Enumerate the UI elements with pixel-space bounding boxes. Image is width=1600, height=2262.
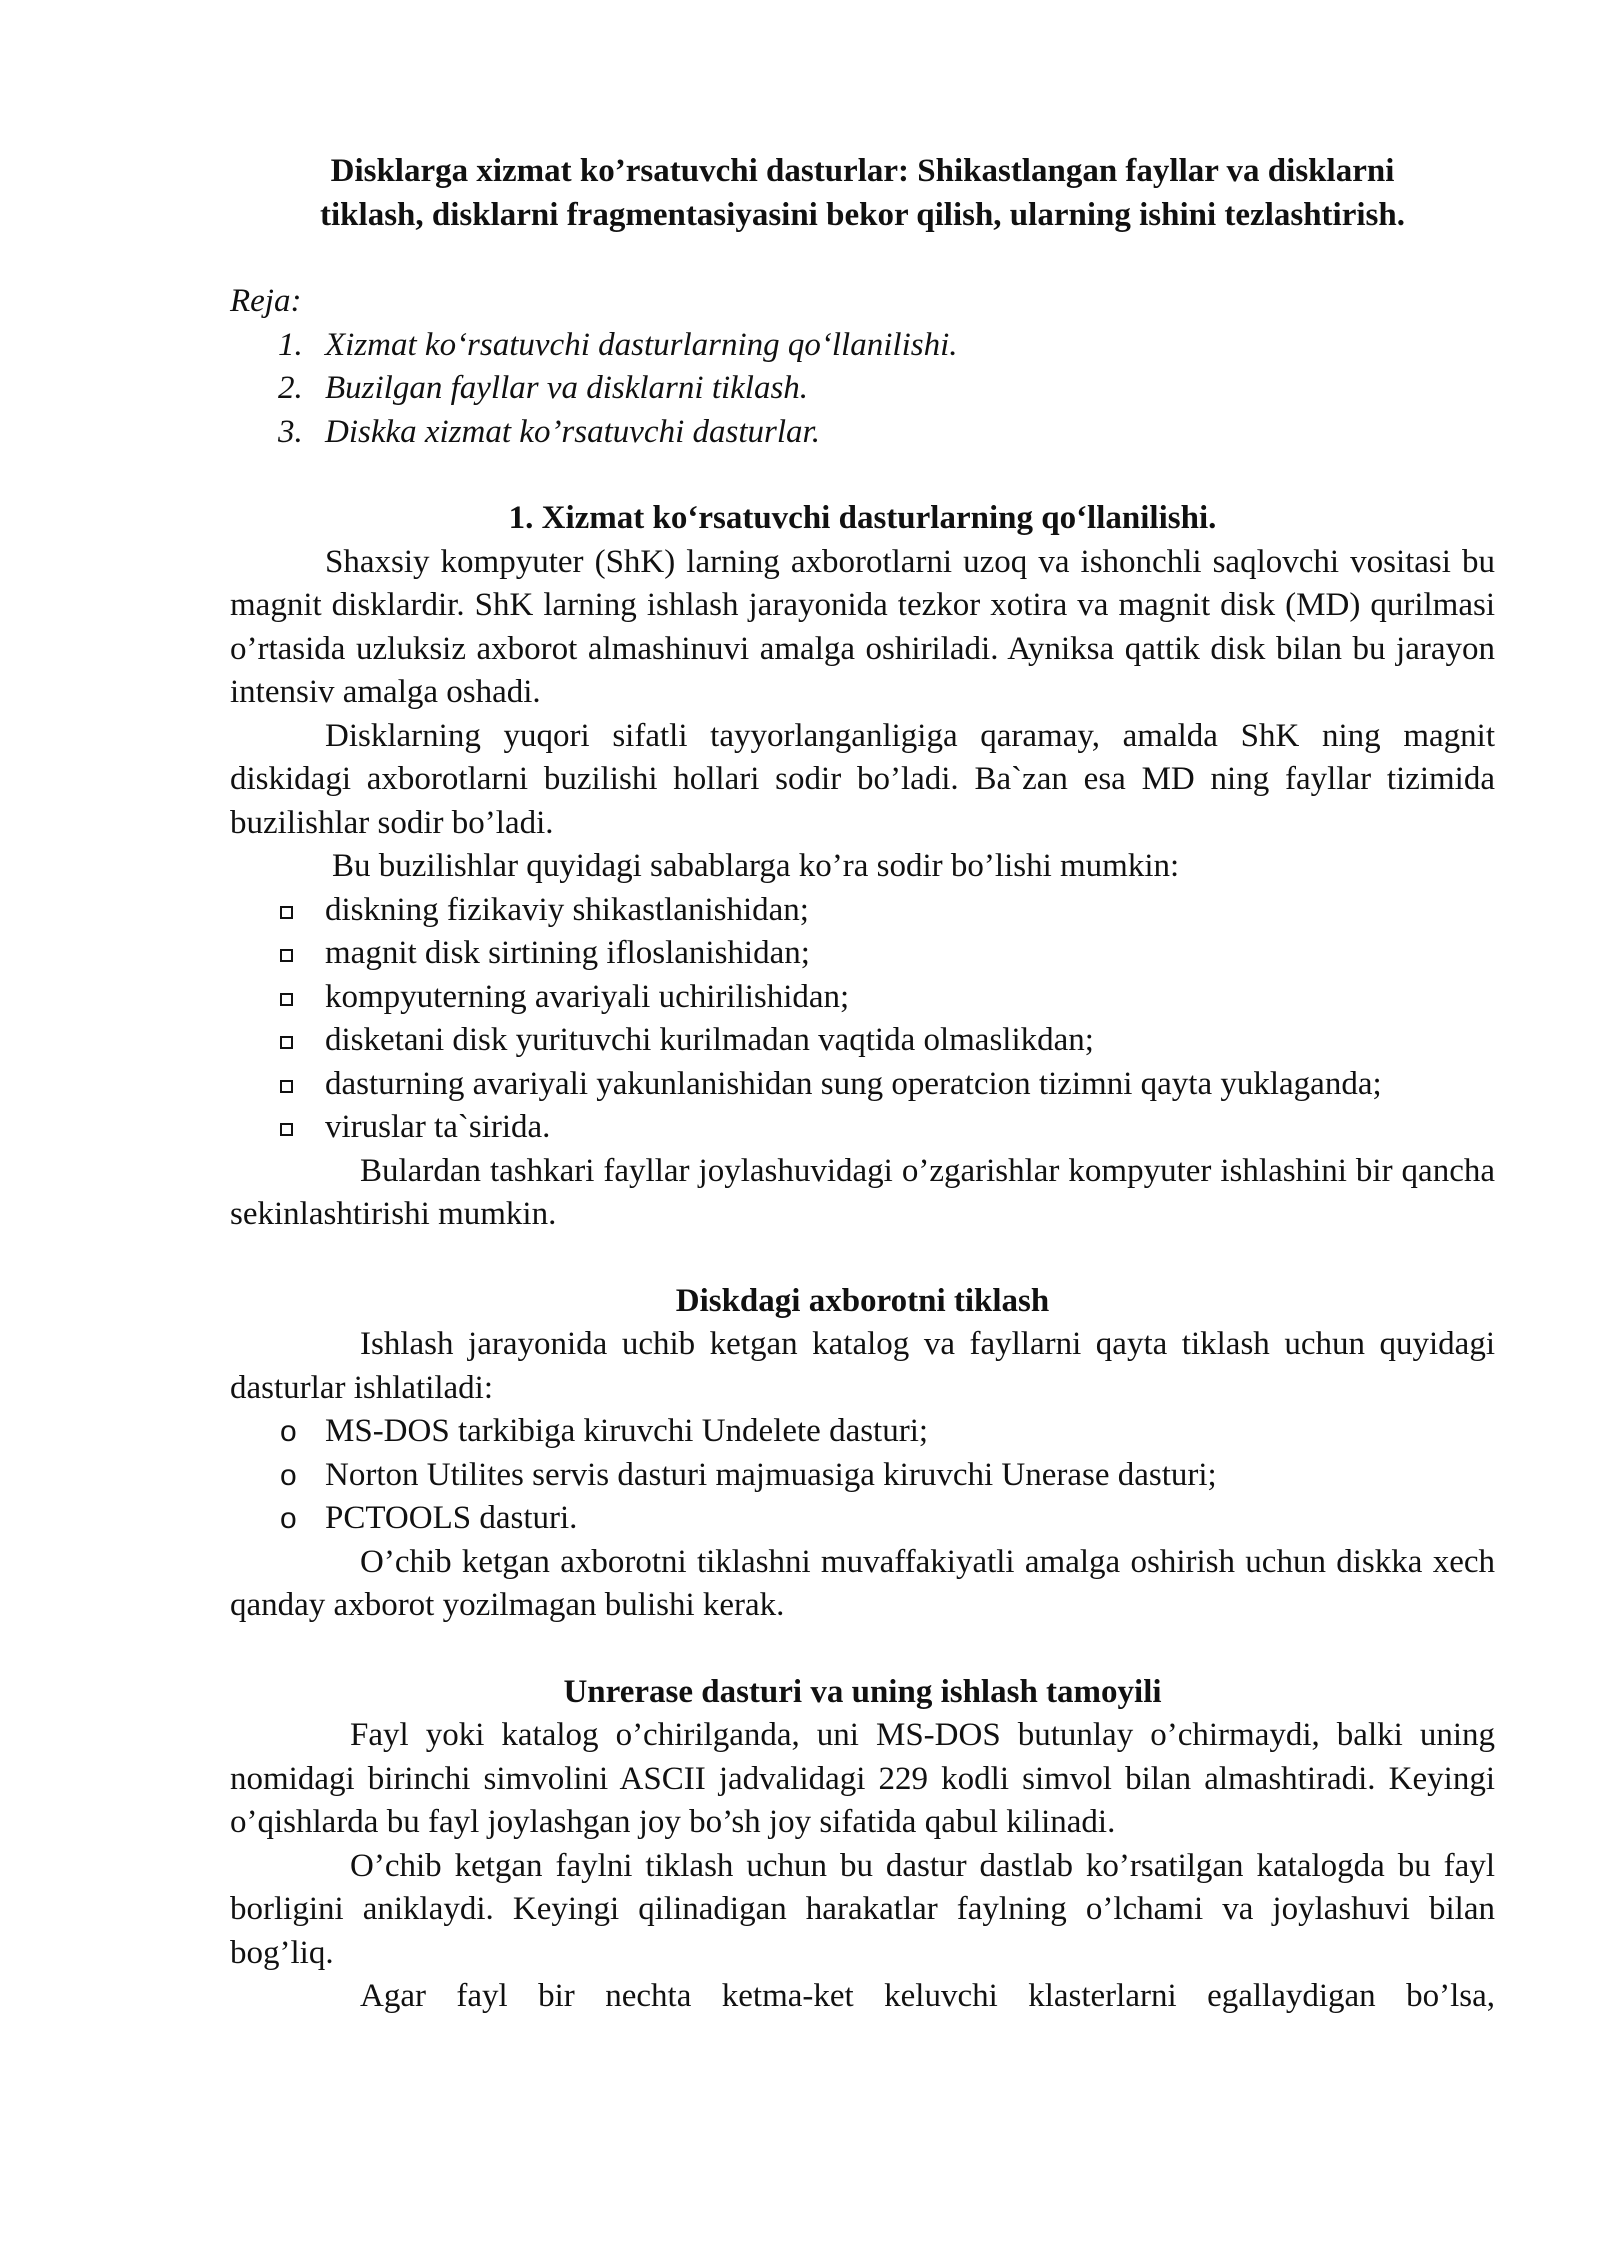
cause-text: kompyuterning avariyali uchirilishidan; (325, 978, 850, 1015)
checkbox-bullet-icon (280, 1080, 293, 1093)
circle-bullet-icon: o (280, 1502, 297, 1535)
plan-label: Reja: (230, 283, 302, 319)
cause-item (230, 1019, 1495, 1063)
program-text: MS-DOS tarkibiga kiruvchi Undelete dasturi; (325, 1413, 929, 1449)
program-item (230, 1454, 1495, 1498)
programs-list (230, 1410, 1495, 1541)
checkbox-bullet-icon (280, 1123, 293, 1136)
plan-item (230, 411, 1495, 455)
program-text: Norton Utilites servis dasturi majmuasiga kiruvchi Unerase dasturi; (325, 1456, 1217, 1493)
plan-item-number: 2. (278, 370, 303, 406)
section-2-heading: Diskdagi axborotni tiklash (675, 1282, 1050, 1319)
cause-item (230, 976, 1495, 1020)
section-1-paragraph-1: Shaxsiy kompyuter (ShK) larning axborotlarni uzoq va ishonchli saqlovchi vositasi bu magnit disklardir. ShK larning ishlash jarayonida tezkor xotira va magnit disk (MD) qurilmasi o’rtasida uzluksiz axborot almashinuvi amalga oshiriladi. Ayniksa qattik disk bilan bu jarayon intensiv amalga oshadi. (230, 543, 1495, 710)
plan-list (230, 324, 1495, 455)
circle-bullet-icon: o (280, 1415, 297, 1448)
checkbox-bullet-icon (280, 949, 293, 962)
cause-item (230, 889, 1495, 933)
cause-item (230, 1106, 1495, 1150)
checkbox-bullet-icon (280, 993, 293, 1006)
cause-text: disketani disk yurituvchi kurilmadan vaqtida olmaslikdan; (325, 1022, 1094, 1058)
section-1-paragraph-2: Disklarning yuqori sifatli tayyorlanganligiga qaramay, amalda ShK ning magnit diskidagi axborotlarni buzilishi hollari sodir bo’ladi. Ba`zan esa MD ning fayllar tizimida buzilishlar sodir bo’ladi. (230, 717, 1495, 841)
document-page (230, 150, 1495, 2019)
plan-item-text: Diskka xizmat ko’rsatuvchi dasturlar. (325, 413, 820, 450)
program-item (230, 1497, 1495, 1541)
program-item (230, 1410, 1495, 1454)
plan-item-number: 3. (278, 413, 303, 450)
plan-item-text: Buzilgan fayllar va disklarni tiklash. (325, 370, 809, 406)
plan-item-text: Xizmat ko‘rsatuvchi dasturlarning qo‘llanilishi. (325, 326, 958, 363)
plan-item (230, 367, 1495, 411)
document-title (230, 150, 1495, 237)
cause-text: dasturning avariyali yakunlanishidan sung operatcion tizimni qayta yuklaganda; (325, 1065, 1382, 1102)
checkbox-bullet-icon (280, 1036, 293, 1049)
section-1-heading: 1. Xizmat ko‘rsatuvchi dasturlarning qo‘llanilishi. (508, 500, 1217, 536)
section-3-paragraph-1: Fayl yoki katalog o’chirilganda, uni MS-DOS butunlay o’chirmaydi, balki uning nomidagi birinchi simvolini ASCII jadvalidagi 229 kodli simvol bilan almashtiradi. Keyingi o’qishlarda bu fayl joylashgan joy bo’sh joy sifatida qabul kilinadi. (230, 1717, 1495, 1840)
section-2-paragraph-2: O’chib ketgan axborotni tiklashni muvaffakiyatli amalga oshirish uchun diskka xech qanday axborot yozilmagan bulishi kerak. (230, 1543, 1495, 1623)
section-1-paragraph-3: Bu buzilishlar quyidagi sabablarga ko’ra sodir bo’lishi mumkin: (332, 848, 1180, 884)
title-line-2: tiklash, disklarni fragmentasiyasini bekor qilish, ularning ishini tezlashtirish. (320, 196, 1405, 233)
program-text: PCTOOLS dasturi. (325, 1500, 578, 1536)
title-line-1: Disklarga xizmat ko’rsatuvchi dasturlar: Shikastlangan fayllar va disklarni (330, 153, 1395, 189)
section-2-paragraph-1: Ishlash jarayonida uchib ketgan katalog va fayllarni qayta tiklash uchun quyidagi dasturlar ishlatiladi: (230, 1326, 1495, 1406)
section-3-paragraph-3: Agar fayl bir nechta ketma-ket keluvchi klasterlarni egallaydigan bo’lsa, (360, 1978, 1495, 2014)
causes-list (230, 889, 1495, 1150)
section-3-paragraph-2: O’chib ketgan faylni tiklash uchun bu dastur dastlab ko’rsatilgan katalogda bu fayl borligini aniklaydi. Keyingi qilinadigan harakatlar faylning o’lchami va joylashuvi bilan bog’liq. (230, 1847, 1495, 1971)
cause-item (230, 932, 1495, 976)
cause-text: diskning fizikaviy shikastlanishidan; (325, 891, 809, 928)
checkbox-bullet-icon (280, 906, 293, 919)
plan-item (230, 324, 1495, 368)
circle-bullet-icon: o (280, 1458, 297, 1492)
plan-item-number: 1. (278, 326, 303, 363)
cause-item (230, 1063, 1495, 1107)
section-3-heading: Unrerase dasturi va uning ishlash tamoyili (563, 1673, 1162, 1710)
cause-text: magnit disk sirtining ifloslanishidan; (325, 935, 810, 971)
section-1-paragraph-4: Bulardan tashkari fayllar joylashuvidagi o’zgarishlar kompyuter ishlashini bir qancha sekinlashtirishi mumkin. (230, 1152, 1495, 1232)
cause-text: viruslar ta`sirida. (325, 1109, 551, 1145)
